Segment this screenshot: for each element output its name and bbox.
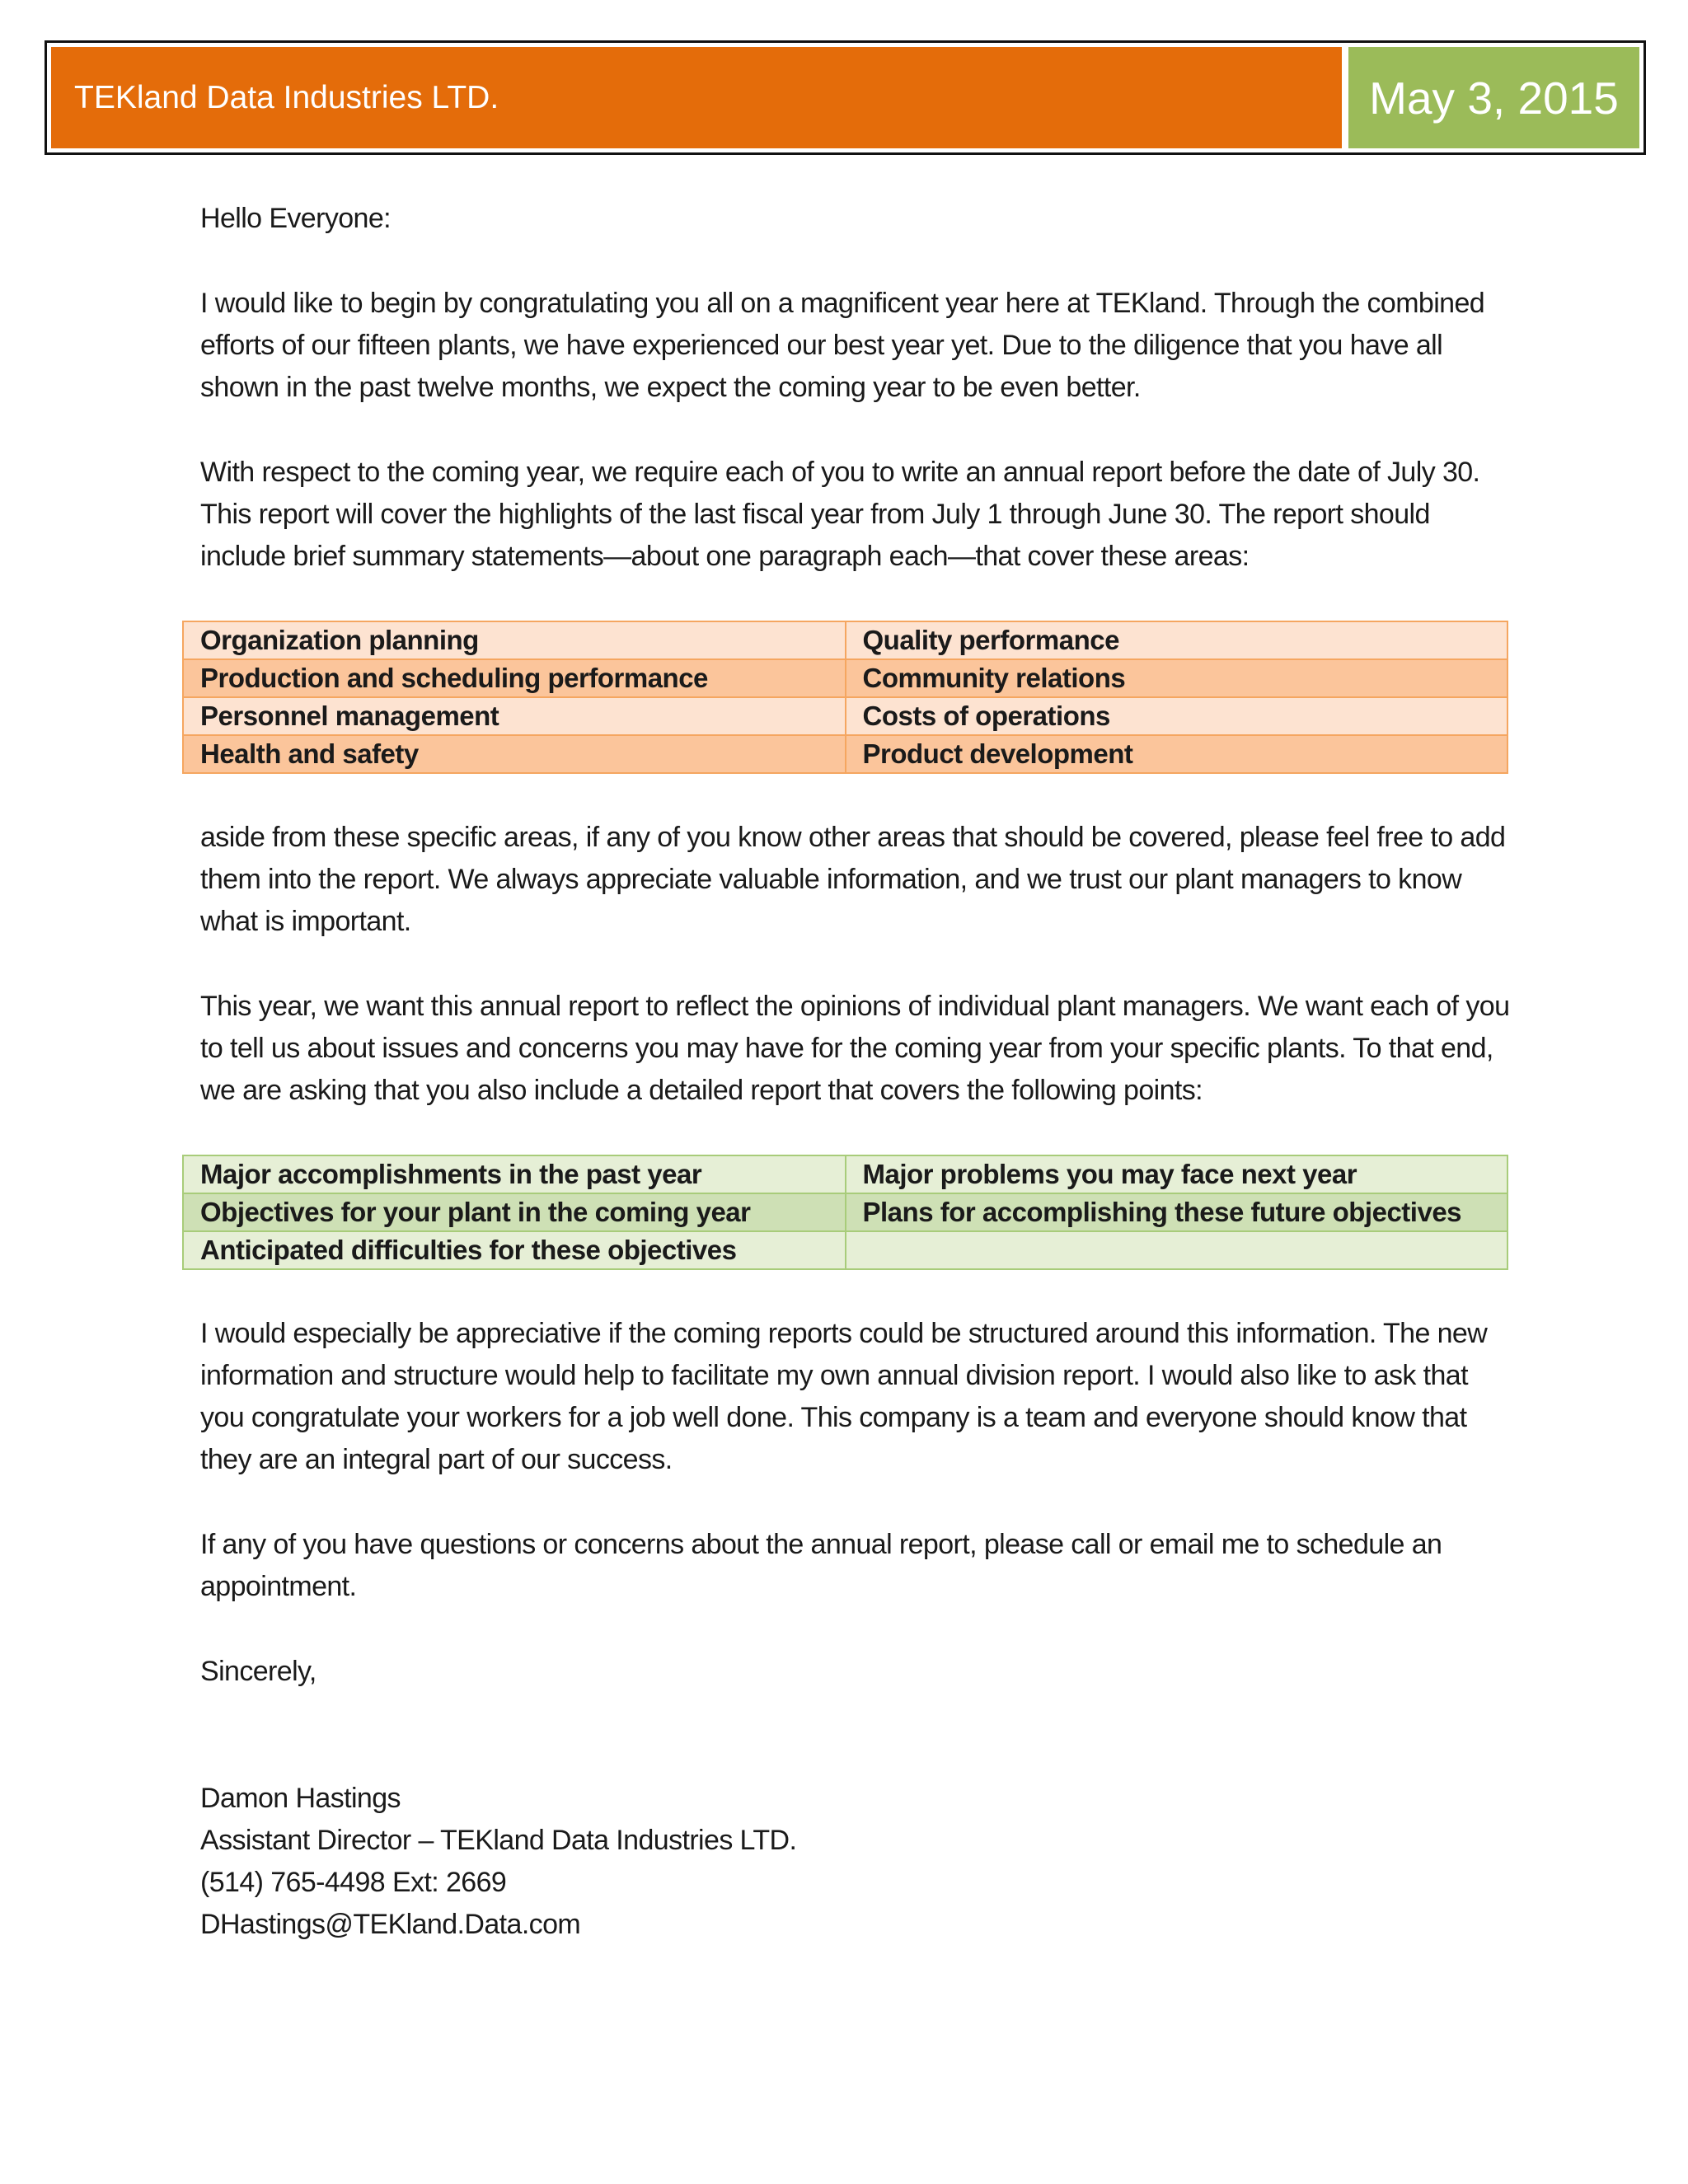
table-cell: Personnel management	[183, 697, 846, 735]
greeting: Hello Everyone:	[200, 203, 392, 234]
report-areas-table	[182, 621, 1508, 774]
company-name-banner	[51, 47, 1342, 148]
signer-title: Assistant Director – TEKland Data Industries LTD.	[200, 1825, 797, 1856]
paragraph-4: This year, we want this annual report to reflect the opinions of individual plant managers. We want each of you to tell us about issues and concerns you may have for the coming year from your specific plants. To that end, we are asking that you also include a detailed report that covers the following points:	[200, 991, 1510, 1106]
letter-date: May 3, 2015	[1369, 72, 1619, 124]
company-name: TEKland Data Industries LTD.	[74, 79, 499, 115]
table-cell: Plans for accomplishing these future objectives	[846, 1193, 1508, 1231]
table-cell: Major problems you may face next year	[846, 1155, 1508, 1193]
table-cell: Community relations	[846, 659, 1508, 697]
table-cell: Product development	[846, 735, 1508, 773]
table-row	[183, 659, 1507, 697]
signer-email: DHastings@TEKland.Data.com	[200, 1909, 581, 1940]
table-row	[183, 1231, 1507, 1269]
table-row	[183, 1155, 1507, 1193]
table-cell: Organization planning	[183, 621, 846, 659]
table-row	[183, 621, 1507, 659]
table-cell: Costs of operations	[846, 697, 1508, 735]
table-row	[183, 697, 1507, 735]
closing: Sincerely,	[200, 1656, 316, 1687]
table-cell: Health and safety	[183, 735, 846, 773]
report-points-table	[182, 1155, 1508, 1270]
table-cell: Major accomplishments in the past year	[183, 1155, 846, 1193]
paragraph-2: With respect to the coming year, we require each of you to write an annual report before the date of July 30. This report will cover the highlights of the last fiscal year from July 1 through June 30. The report should include brief summary statements—about one paragraph each—that cover these areas:	[200, 457, 1480, 572]
table-row	[183, 1193, 1507, 1231]
paragraph-3: aside from these specific areas, if any of you know other areas that should be covered, please feel free to add them into the report. We always appreciate valuable information, and we trust our plant managers to know what is important.	[200, 822, 1506, 937]
table-cell: Quality performance	[846, 621, 1508, 659]
signer-phone: (514) 765-4498 Ext: 2669	[200, 1867, 507, 1898]
signer-name: Damon Hastings	[200, 1783, 401, 1814]
paragraph-6: If any of you have questions or concerns about the annual report, please call or email me to schedule an appointment.	[200, 1529, 1442, 1602]
letter-body	[200, 198, 1511, 1946]
table-cell: Production and scheduling performance	[183, 659, 846, 697]
signature-space	[200, 1693, 1511, 1778]
signature-block	[200, 1778, 1511, 1946]
date-banner	[1348, 47, 1639, 148]
table-cell: Anticipated difficulties for these objectives	[183, 1231, 846, 1269]
paragraph-5: I would especially be appreciative if the coming reports could be structured around this information. The new information and structure would help to facilitate my own annual division report. I would also like to ask that you congratulate your workers for a job well done. This company is a team and everyone should know that they are an integral part of our success.	[200, 1318, 1488, 1475]
table-cell	[846, 1231, 1508, 1269]
table-row	[183, 735, 1507, 773]
table-cell: Objectives for your plant in the coming year	[183, 1193, 846, 1231]
paragraph-1: I would like to begin by congratulating you all on a magnificent year here at TEKland. Through the combined efforts of our fifteen plants, we have experienced our best year yet. Due to the diligence that you have all shown in the past twelve months, we expect the coming year to be even better.	[200, 288, 1485, 403]
